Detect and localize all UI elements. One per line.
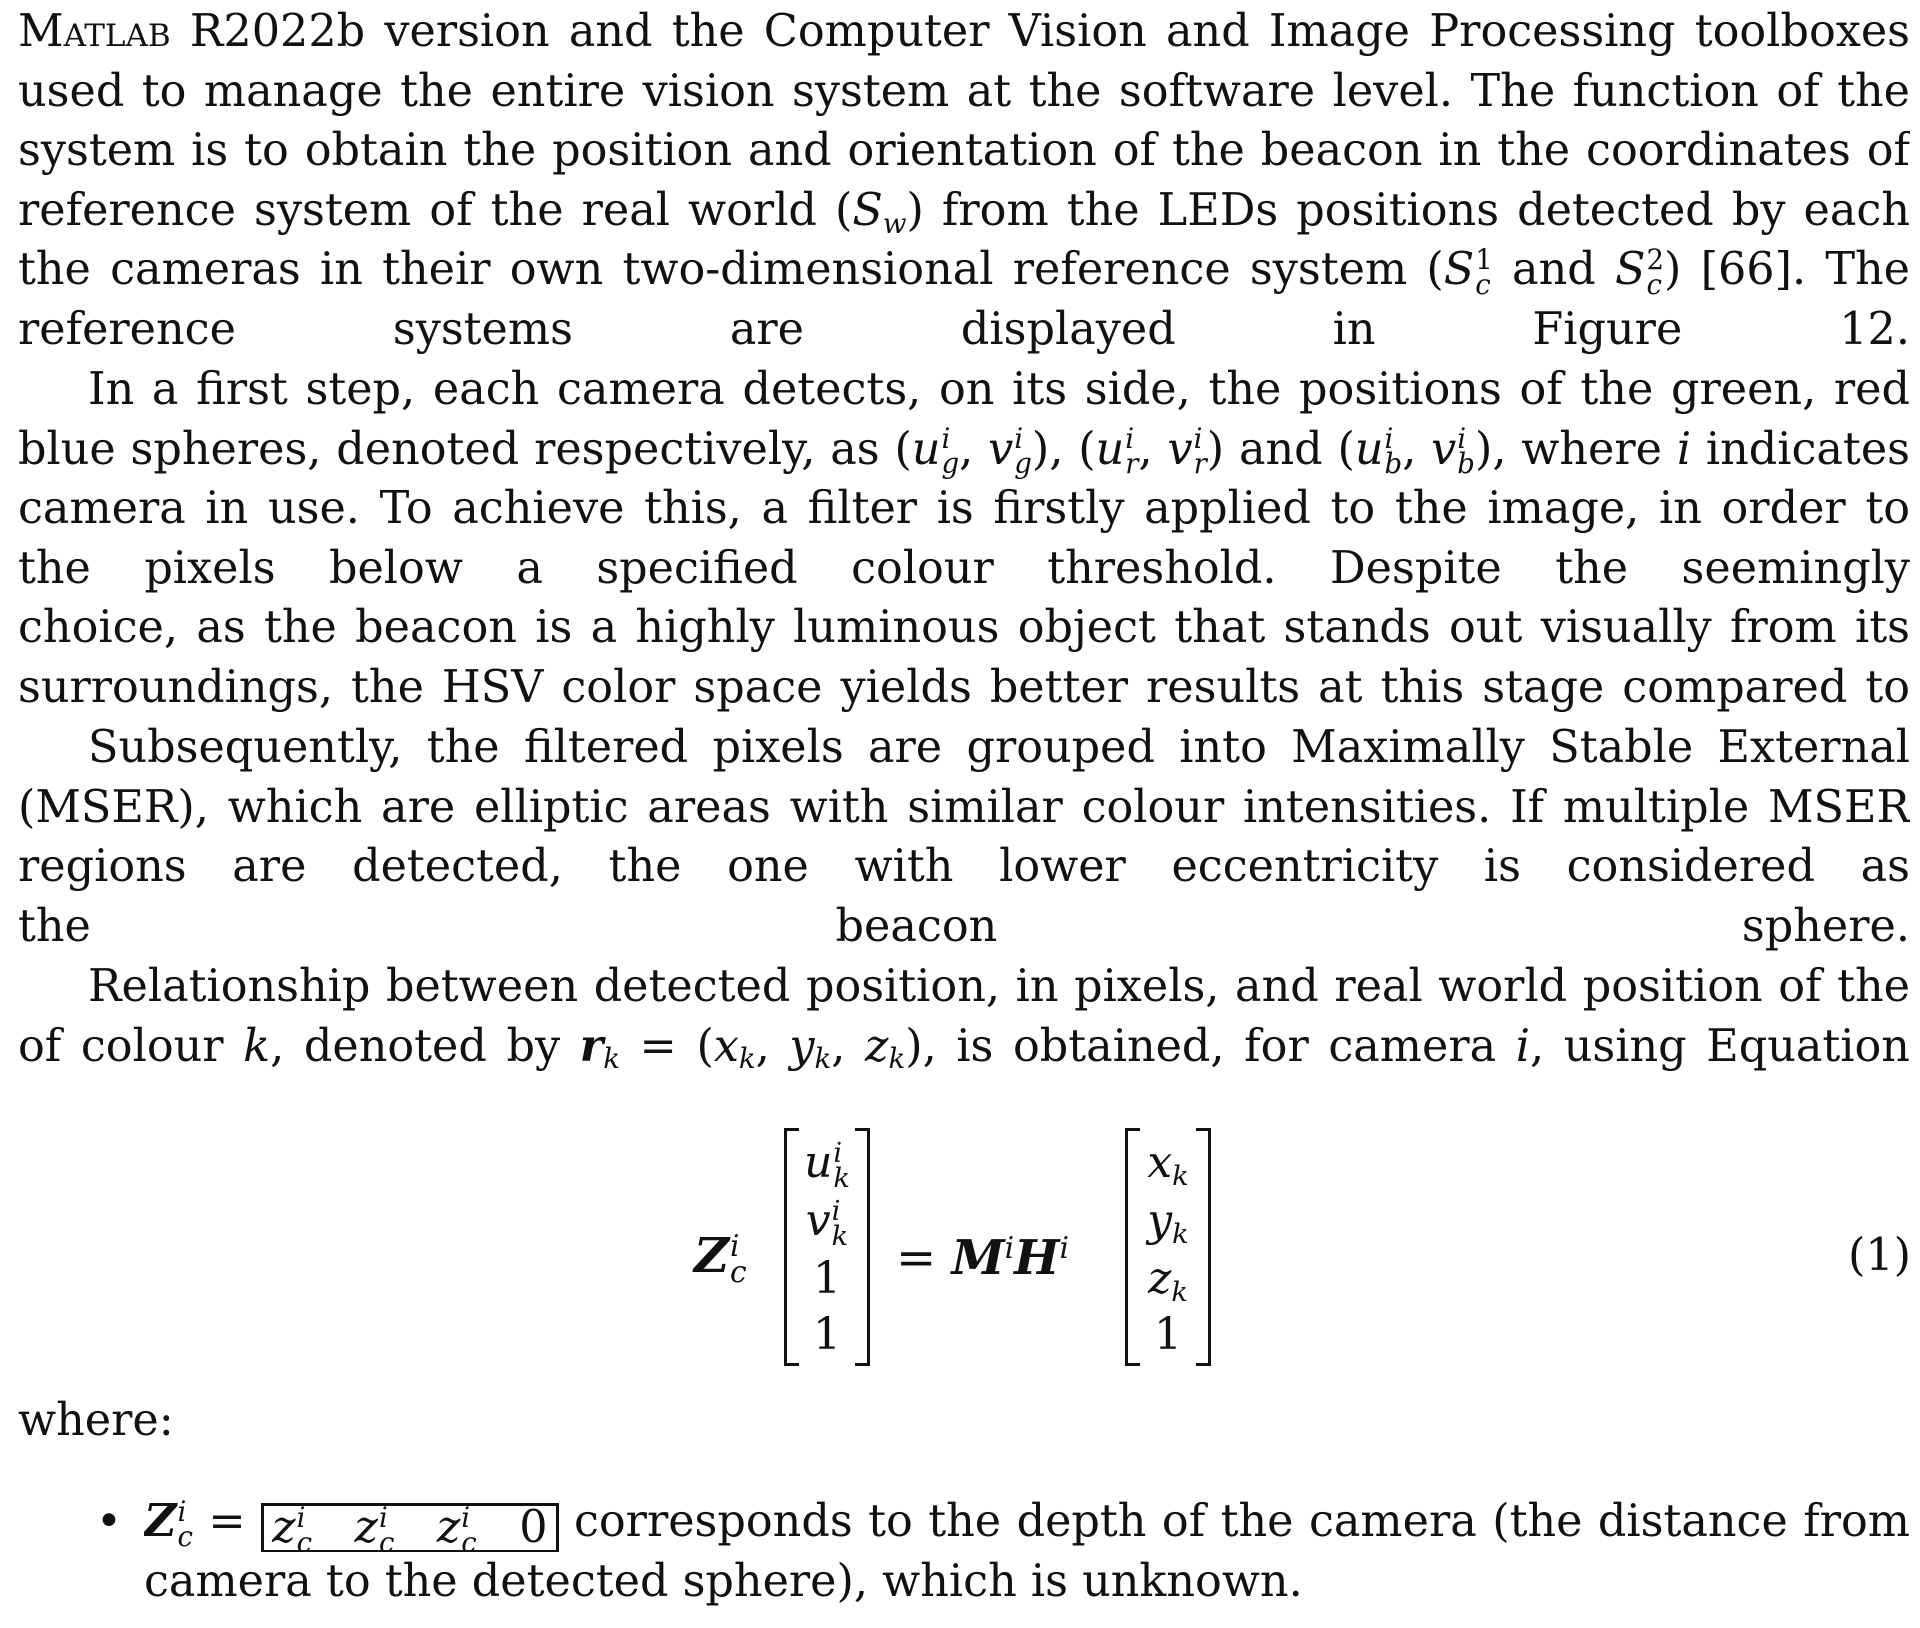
p3-line-4: the beacon sphere. — [18, 900, 1910, 952]
sup-i-1: i — [941, 422, 951, 456]
sub-c1: c — [1475, 268, 1491, 300]
vec-1c: 1 — [1154, 1309, 1182, 1360]
vec-x: $x_k$ — [1147, 1137, 1189, 1192]
ss-2 — [1646, 243, 1664, 300]
bullet-item — [18, 1492, 1910, 1622]
bullet-text — [144, 1492, 1910, 1611]
p2-line-5: choice, as the beacon is a highly luminous object that stands out visually from its — [18, 602, 1910, 654]
p4-line-1: Relationship between detected position, in pixels, and real world position of the — [88, 961, 1910, 1012]
p2-line-1: In a first step, each camera detects, on its side, the positions of the green, red — [88, 364, 1910, 415]
bullet-line-2: camera to the detected sphere), which is unknown. — [144, 1555, 1303, 1607]
p1-line-1 — [18, 2, 1910, 62]
sym-z: z — [865, 1020, 889, 1072]
vec-1b: 1 — [813, 1309, 841, 1360]
p2-line-4: the pixels below a specified colour threshold. Despite the seemingly — [18, 542, 1910, 594]
p1-line-3: system is to obtain the position and orientation of the beacon in the coordinates of — [18, 125, 1910, 177]
eq-lhs — [694, 1228, 747, 1291]
equation-1 — [0, 1120, 1920, 1380]
sym-S: S — [852, 184, 883, 236]
sub-b-1: b — [1384, 447, 1403, 480]
sup-2: 2 — [1646, 243, 1664, 277]
vec-1a: 1 — [813, 1253, 841, 1304]
vec-v: v i k — [805, 1195, 849, 1252]
sym-i: i — [1676, 423, 1692, 475]
bullet-line-1: Z i c = z i c z i c z i c 0 corresponds to the depth of the camera (the distance from — [144, 1494, 1910, 1552]
bullet-text-1: corresponds to the depth of the camera (the distance from — [558, 1496, 1910, 1547]
p1-l5-mid: and — [1492, 244, 1615, 296]
sym-S1: S — [1443, 244, 1475, 296]
paragraph-4 — [18, 957, 1910, 1076]
eq-equals: = — [896, 1230, 937, 1286]
sup-1: 1 — [1475, 243, 1493, 277]
sub-c2: c — [1646, 268, 1662, 300]
p1-l4-b: ) from the LEDs positions detected by each — [906, 184, 1910, 236]
sym-S2: S — [1614, 244, 1646, 296]
p2-line-2: blue spheres, denoted respectively, as (u i g , v i g ), (u i r , v i r ) and (u i b , v i b ), where i indicates — [18, 420, 1910, 480]
p4-line-2: of colour k, denoted by $r_k = (x_k$, $y_k$, $z_k$), is obtained, for camera i, using Equation — [18, 1017, 1910, 1077]
p4-l2-b: , denoted by — [270, 1020, 580, 1072]
bullet-eq: = — [192, 1496, 262, 1547]
p4-l2-d: , using Equation — [1529, 1020, 1910, 1072]
p1-l4-a: reference system of the real world ( — [18, 184, 853, 236]
where-label: where: — [18, 1395, 174, 1446]
sym-Z: Z — [694, 1228, 730, 1284]
p1-l5-b: ) [66]. The — [1664, 244, 1910, 296]
eq-sub-c: c — [730, 1255, 747, 1291]
p1-line-2: used to manage the entire vision system at the software level. The function of the — [18, 65, 1910, 117]
p2-l2-b: , where — [1492, 423, 1677, 475]
p1-l5-a: the cameras in their own two-dimensional reference system ( — [18, 244, 1444, 296]
sym-i-2: i — [1515, 1020, 1530, 1072]
p2-line-6: surroundings, the HSV color space yields better results at this stage compared to — [18, 661, 1910, 713]
p3-line-3: regions are detected, the one with lower eccentricity is considered as — [18, 841, 1910, 893]
right-vector — [1125, 1128, 1211, 1364]
vec-y: $y_k$ — [1147, 1195, 1189, 1250]
p3-line-2: (MSER), which are elliptic areas with similar colour intensities. If multiple MSER — [18, 781, 1910, 833]
sym-x: x — [713, 1020, 739, 1072]
sym-k: k — [243, 1020, 271, 1072]
p3-line-1: Subsequently, the filtered pixels are grouped into Maximally Stable External — [88, 722, 1910, 773]
p1-line-6: reference systems are displayed in Figure 12. — [18, 303, 1910, 355]
ss-1 — [1475, 243, 1493, 300]
p2-l2-a: blue spheres, denoted respectively, as ( — [18, 423, 912, 475]
eq-sup-i: i — [730, 1228, 740, 1264]
equation-number: (1) — [1848, 1230, 1912, 1281]
vec-z: $z_k$ — [1148, 1253, 1188, 1308]
sub-g-1: g — [941, 447, 960, 480]
paragraph-1 — [18, 2, 1910, 360]
sub-w: w — [882, 206, 907, 240]
sym-r-bold: r — [579, 1019, 604, 1072]
vec-u: u i k — [804, 1137, 850, 1194]
eq-rhs-ops: = $M^iH^i$ — [896, 1230, 1070, 1286]
row-vector: z i c z i c z i c 0 — [261, 1503, 558, 1552]
matlab-name: Matlab — [18, 6, 171, 57]
p2-line-3: camera in use. To achieve this, a filter is firstly applied to the image, in order to — [18, 483, 1910, 535]
paragraph-2 — [18, 360, 1910, 718]
p2-l2-c: indicates — [1705, 423, 1910, 475]
paragraph-3 — [18, 718, 1910, 956]
left-vector — [784, 1128, 870, 1364]
p1-line-5 — [18, 240, 1910, 300]
p2-l2-and: and — [1224, 423, 1338, 475]
p4-l2-eq: = ( — [619, 1020, 714, 1072]
p4-l2-c: ), is obtained, for camera — [905, 1020, 1516, 1072]
p4-l2-a: of colour — [18, 1020, 244, 1072]
p1-line-4 — [18, 181, 1910, 241]
p1-line-1-text: R2022b version and the Computer Vision and Image Processing toolboxes — [189, 6, 1910, 57]
bullet-dot-icon: • — [96, 1496, 122, 1547]
bullet-sym-Z: Z — [144, 1495, 177, 1547]
sym-H: H — [1014, 1230, 1060, 1286]
sub-r-1: r — [1125, 447, 1139, 480]
sym-y: y — [789, 1020, 815, 1072]
sym-M: M — [951, 1230, 1005, 1286]
